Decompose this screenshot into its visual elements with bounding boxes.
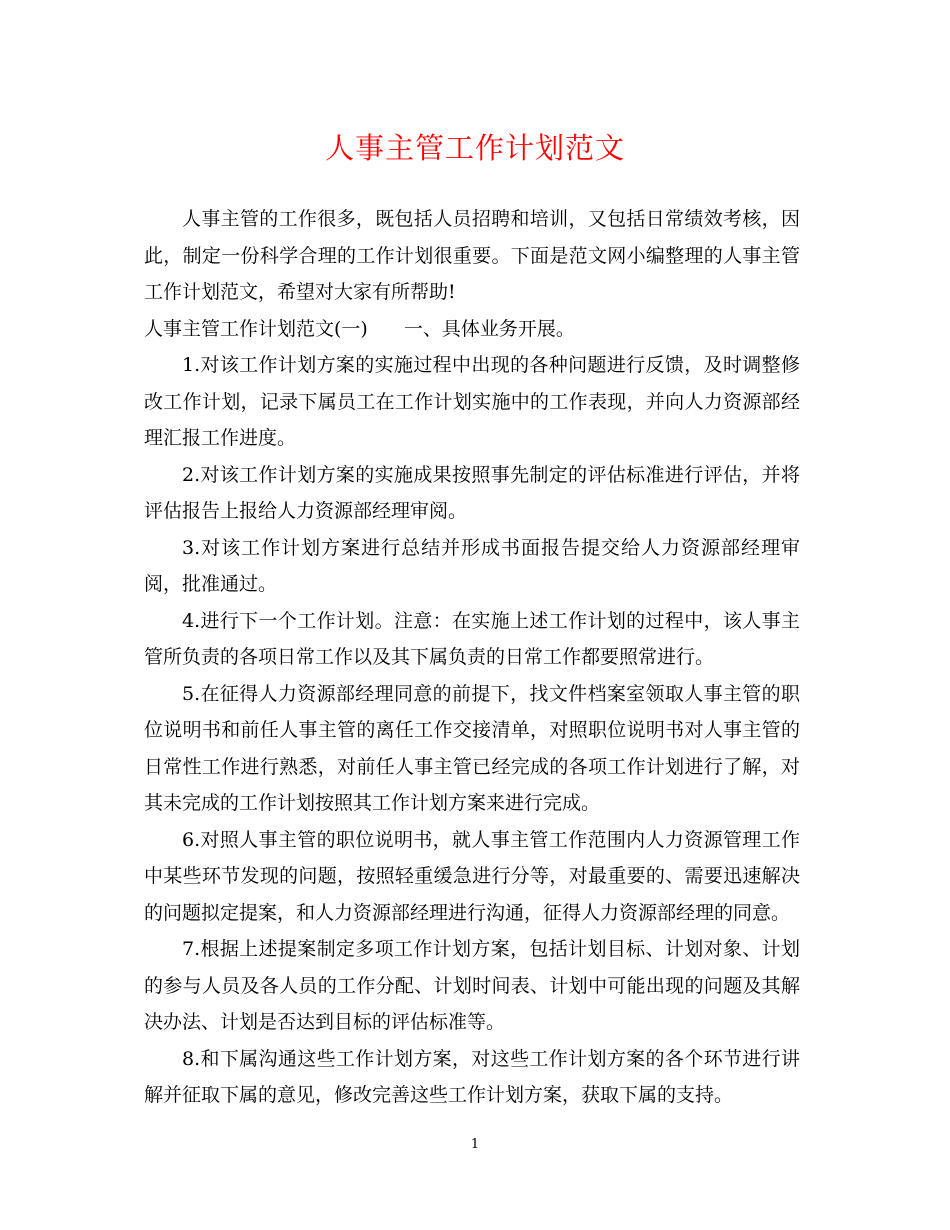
document-title: 人事主管工作计划范文 <box>324 131 625 165</box>
list-item: 1.对该工作计划方案的实施过程中出现的各种问题进行反馈，及时调整修改工作计划，记录下属员工在工作计划实施中的工作表现，并向人力资源部经理汇报工作进度。 <box>144 354 800 449</box>
document-body <box>144 201 800 1114</box>
list-item: 7.根据上述提案制定多项工作计划方案，包括计划目标、计划对象、计划的参与人员及各人员的工作分配、计划时间表、计划中可能出现的问题及其解决办法、计划是否达到目标的评估标准等。 <box>144 938 800 1033</box>
section-heading: 人事主管工作计划范文(一) <box>144 317 368 340</box>
list-item: 3.对该工作计划方案进行总结并形成书面报告提交给人力资源部经理审阅，批准通过。 <box>144 536 800 595</box>
intro-paragraph: 人事主管的工作很多，既包括人员招聘和培训，又包括日常绩效考核，因此，制定一份科学合理的工作计划很重要。下面是范文网小编整理的人事主管工作计划范文，希望对大家有所帮助! <box>144 208 800 303</box>
section-subheading: 一、具体业务开展。 <box>403 317 575 340</box>
list-item: 5.在征得人力资源部经理同意的前提下，找文件档案室领取人事主管的职位说明书和前任人事主管的离任工作交接清单，对照职位说明书对人事主管的日常性工作进行熟悉，对前任人事主管已经完成的各项工作计划进行了解，对其未完成的工作计划按照其工作计划方案来进行完成。 <box>144 682 800 814</box>
list-item: 2.对该工作计划方案的实施成果按照事先制定的评估标准进行评估，并将评估报告上报给人力资源部经理审阅。 <box>144 463 800 522</box>
page-number: 1 <box>470 1137 480 1152</box>
list-item: 6.对照人事主管的职位说明书，就人事主管工作范围内人力资源管理工作中某些环节发现的问题，按照轻重缓急进行分等，对最重要的、需要迅速解决的问题拟定提案，和人力资源部经理进行沟通，征得人力资源部经理的同意。 <box>144 828 800 924</box>
list-item: 4.进行下一个工作计划。注意：在实施上述工作计划的过程中，该人事主管所负责的各项日常工作以及其下属负责的日常工作都要照常进行。 <box>144 609 800 668</box>
list-item: 8.和下属沟通这些工作计划方案，对这些工作计划方案的各个环节进行讲解并征取下属的意见，修改完善这些工作计划方案，获取下属的支持。 <box>144 1047 800 1106</box>
section-heading-line <box>144 311 800 348</box>
